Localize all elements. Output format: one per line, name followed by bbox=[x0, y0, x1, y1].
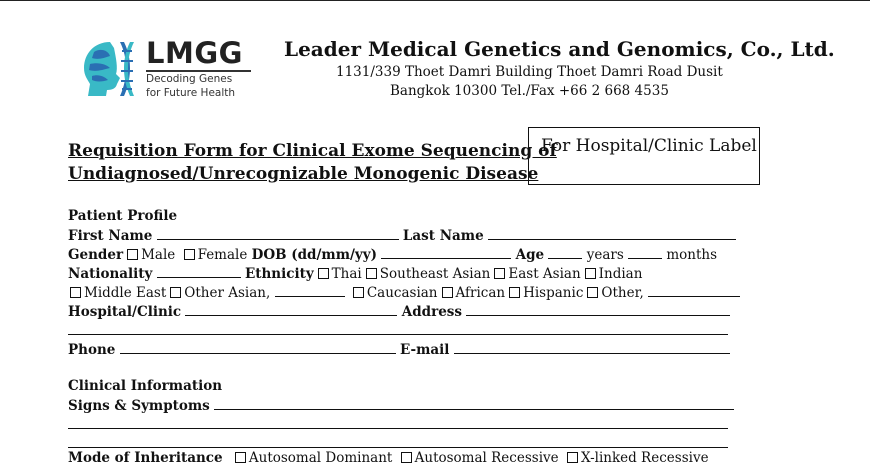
field-label: First Name bbox=[68, 228, 153, 244]
option-label: Thai bbox=[331, 266, 362, 282]
age-months-field[interactable] bbox=[628, 246, 662, 259]
option-label: Male bbox=[141, 247, 176, 263]
other-asian-field[interactable] bbox=[275, 284, 345, 297]
field-label: DOB (dd/mm/yy) bbox=[251, 247, 377, 263]
ethnicity-row-2 bbox=[68, 284, 740, 302]
signs-symptoms-field[interactable] bbox=[214, 397, 734, 410]
logo-tagline: Decoding Genes bbox=[146, 73, 233, 85]
field-label: Address bbox=[401, 304, 462, 320]
option-label: African bbox=[455, 285, 506, 301]
page-top-rule bbox=[0, 0, 870, 1]
field-label: Last Name bbox=[402, 228, 484, 244]
nationality-field[interactable] bbox=[157, 265, 241, 278]
section-heading: Patient Profile bbox=[68, 208, 178, 224]
field-label: Mode of Inheritance bbox=[68, 450, 223, 466]
first-name-field[interactable] bbox=[157, 227, 399, 240]
section-heading: Clinical Information bbox=[68, 378, 223, 394]
company-contact: Bangkok 10300 Tel./Fax +66 2 668 4535 bbox=[390, 83, 669, 99]
signs-row bbox=[68, 397, 734, 415]
option-label: Southeast Asian bbox=[379, 266, 491, 282]
company-logo bbox=[80, 38, 255, 102]
field-label: E-mail bbox=[399, 342, 450, 358]
company-address: 1131/339 Thoet Damri Building Thoet Damri Road Dusit bbox=[336, 64, 723, 80]
gender-row bbox=[68, 246, 717, 264]
dob-field[interactable] bbox=[381, 246, 511, 259]
field-label: Ethnicity bbox=[244, 266, 314, 282]
female-checkbox[interactable] bbox=[184, 249, 195, 260]
address-field[interactable] bbox=[466, 303, 730, 316]
other-asian-checkbox[interactable] bbox=[170, 287, 181, 298]
other-ethnicity-checkbox[interactable] bbox=[587, 287, 598, 298]
label-box-text: For Hospital/Clinic Label bbox=[541, 136, 757, 156]
phone-field[interactable] bbox=[120, 341, 396, 354]
option-label: Middle East bbox=[84, 285, 167, 301]
southeast-asian-checkbox[interactable] bbox=[366, 268, 377, 279]
form-title: Requisition Form for Clinical Exome Sequencing of bbox=[68, 141, 557, 161]
field-label: Signs & Symptoms bbox=[68, 398, 210, 414]
nationality-row bbox=[68, 265, 642, 283]
hospital-field[interactable] bbox=[185, 303, 397, 316]
option-label: Hispanic bbox=[523, 285, 584, 301]
field-label: Phone bbox=[68, 342, 116, 358]
indian-checkbox[interactable] bbox=[585, 268, 596, 279]
email-field[interactable] bbox=[454, 341, 730, 354]
field-label: Age bbox=[515, 247, 545, 263]
logo-underline bbox=[146, 70, 251, 72]
option-label: Indian bbox=[598, 266, 643, 282]
east-asian-checkbox[interactable] bbox=[494, 268, 505, 279]
middle-east-checkbox[interactable] bbox=[70, 287, 81, 298]
age-years-field[interactable] bbox=[548, 246, 582, 259]
company-name: Leader Medical Genetics and Genomics, Co., Ltd. bbox=[284, 37, 835, 61]
caucasian-checkbox[interactable] bbox=[353, 287, 364, 298]
signs-continuation-line[interactable] bbox=[68, 447, 728, 448]
logo-wordmark: LMGG bbox=[146, 36, 243, 70]
male-checkbox[interactable] bbox=[127, 249, 138, 260]
inheritance-row bbox=[68, 450, 709, 467]
last-name-field[interactable] bbox=[488, 227, 736, 240]
thai-checkbox[interactable] bbox=[318, 268, 329, 279]
unit-label: years bbox=[586, 247, 624, 263]
hospital-row bbox=[68, 303, 730, 321]
option-label: Autosomal Recessive bbox=[414, 450, 559, 466]
option-label: Other, bbox=[601, 285, 644, 301]
signs-continuation-line[interactable] bbox=[68, 428, 728, 429]
option-label: Caucasian bbox=[366, 285, 438, 301]
contact-row bbox=[68, 341, 730, 359]
african-checkbox[interactable] bbox=[442, 287, 453, 298]
option-label: X-linked Recessive bbox=[580, 450, 709, 466]
dna-head-icon bbox=[80, 38, 140, 100]
option-label: Autosomal Dominant bbox=[248, 450, 393, 466]
logo-tagline: for Future Health bbox=[146, 87, 236, 99]
address-continuation-line[interactable] bbox=[68, 334, 728, 335]
option-label: Female bbox=[197, 247, 248, 263]
field-label: Hospital/Clinic bbox=[68, 304, 182, 320]
option-label: Other Asian, bbox=[184, 285, 271, 301]
field-label: Gender bbox=[68, 247, 124, 263]
name-row bbox=[68, 227, 736, 245]
unit-label: months bbox=[666, 247, 718, 263]
hospital-label-box bbox=[528, 127, 760, 185]
hispanic-checkbox[interactable] bbox=[509, 287, 520, 298]
other-ethnicity-field[interactable] bbox=[648, 284, 740, 297]
field-label: Nationality bbox=[68, 266, 153, 282]
form-title: Undiagnosed/Unrecognizable Monogenic Disease bbox=[68, 164, 539, 184]
option-label: East Asian bbox=[508, 266, 581, 282]
